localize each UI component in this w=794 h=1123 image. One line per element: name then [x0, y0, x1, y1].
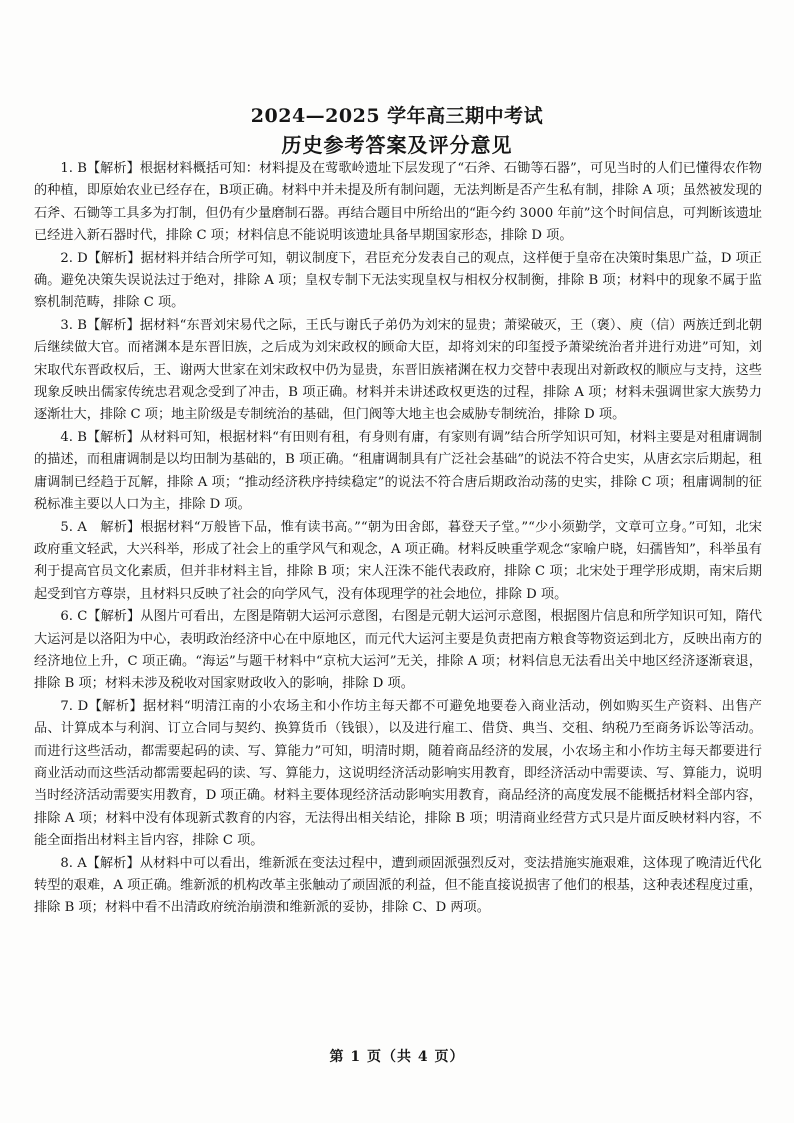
- answer-item-6: 6. C【解析】从图片可看出，左图是隋朝大运河示意图，右图是元朝大运河示意图，根据图片信息和所学知识可知，隋代大运河是以洛阳为中心，表明政治经济中心在中原地区，而元代大运河主要是负责把南方粮食等物资运到北方，反映出南方的经济地位上升，C 项正确。“海运”与题干材料中“京杭大运河”无关，排除 A 项；材料信息无法看出关中地区经济逐渐衰退，排除 B 项；材料未涉及税收对国家财政收入的影响，排除 D 项。: [34, 609, 762, 692]
- answer-list: [34, 158, 762, 920]
- answer-item-5: 5. A 解析】根据材料“万般皆下品，惟有读书高。”“朝为田舍郎，暮登天子堂。”“少小须勤学，文章可立身。”可知，北宋政府重文轻武，大兴科举，形成了社会上的重学风气和观念，A 项正确。材料反映重学观念“家喻户晓，妇孺皆知”，科举虽有利于提高官员文化素质，但并非材料主旨，排除 B 项；宋人汪洙不能代表政府，排除 C 项；北宋处于理学形成期，南宋后期起受到官方尊崇，且材料只反映了社会的向学风气，没有体现理学的社会地位，排除 D 项。: [34, 519, 762, 602]
- answer-item-1: 1. B【解析】根据材料概括可知：材料提及在莺歌岭遗址下层发现了“石斧、石锄等石器”，可见当时的人们已懂得农作物的种植，即原始农业已经存在，B项正确。材料中并未提及所有制问题，无法判断是否产生私有制，排除 A 项；虽然被发现的石斧、石锄等工具多为打制，但仍有少量磨制石器。再结合题目中所给出的“距今约 3000 年前”这个时间信息，可判断该遗址已经进入新石器时代，排除 C 项；材料信息不能说明该遗址具备早期国家形态，排除 D 项。: [34, 161, 762, 244]
- answer-item-8: 8. A【解析】从材料中可以看出，维新派在变法过程中，遭到顽固派强烈反对，变法措施实施艰难，这体现了晚清近代化转型的艰难，A 项正确。维新派的机构改革主张触动了顽固派的利益，但不能直接说损害了他们的根基，这种表述程度过重，排除 B 项；材料中看不出清政府统治崩溃和维新派的妥协，排除 C、D 两项。: [34, 855, 762, 916]
- page-footer: 第 1 页（共 4 页）: [329, 1049, 465, 1065]
- answer-item-4: 4. B【解析】从材料可知，根据材料“有田则有租，有身则有庸，有家则有调”结合所学知识可知，材料主要是对租庸调制的描述，而租庸调制是以均田制为基础的，B 项正确。“租庸调制具有广泛社会基础”的说法不符合史实，从唐玄宗后期起，租庸调制已经趋于瓦解，排除 A 项；“推动经济秩序持续稳定”的说法不符合唐后期政治动荡的史实，排除 C 项；租庸调制的征税标准主要以人口为主，排除 D 项。: [34, 429, 762, 513]
- answer-key-subtitle: 历史参考答案及评分意见: [281, 133, 513, 157]
- exam-title: 2024—2025 学年高三期中考试: [250, 105, 544, 127]
- answer-item-7: 7. D【解析】据材料“明清江南的小农场主和小作坊主每天都不可避免地要卷入商业活动，例如购买生产资料、出售产品、计算成本与利润、订立合同与契约、换算货币（钱银），以及进行雇工、借贷、典当、交租、纳税乃至商务诉讼等活动。而进行这些活动，都需要起码的读、写、算能力”可知，明清时期，随着商品经济的发展，小农场主和小作坊主每天都要进行商业活动而这些活动都需要起码的读、写、算能力，这说明经济活动影响实用教育，即经济活动中需要读、写、算能力，说明当时经济活动需要实用教育，D 项正确。材料主要体现经济活动影响实用教育，商品经济的高度发展不能概括材料全部内容，排除 A 项；材料中没有体现新式教育的内容，无法得出相关结论，排除 B 项；明清商业经营方式只是片面反映材料内容，不能全面指出材料主旨内容，排除 C 项。: [34, 698, 762, 849]
- answer-item-2: 2. D【解析】据材料并结合所学可知，朝议制度下，君臣充分发表自己的观点，这样便于皇帝在决策时集思广益，D 项正确。避免决策失误说法过于绝对，排除 A 项；皇权专制下无法实现皇权与相权分权制衡，排除 B 项；材料中的现象不属于监察机制范畴，排除 C 项。: [34, 250, 762, 311]
- answer-item-3: 3. B【解析】据材料“东晋刘宋易代之际，王氏与谢氏子弟仍为刘宋的显贵；萧梁破灭，王（褒）、庾（信）两族迁到北朝后继续做大官。而褚渊本是东晋旧族，之后成为刘宋政权的顾命大臣，却将刘宋的印玺授予萧梁统治者并进行劝进”可知，刘宋取代东晋政权后，王、谢两大世家在刘宋政权中仍为显贵，东晋旧族褚渊在权力交替中表现出对新政权的顺应与支持，这些现象反映出儒家传统忠君观念受到了冲击，B 项正确。材料并未讲述政权更迭的过程，排除 A 项；材料未强调世家大族势力逐渐壮大，排除 C 项；地主阶级是专制统治的基础，但门阀等大地主也会威胁专制统治，排除 D 项。: [34, 317, 762, 423]
